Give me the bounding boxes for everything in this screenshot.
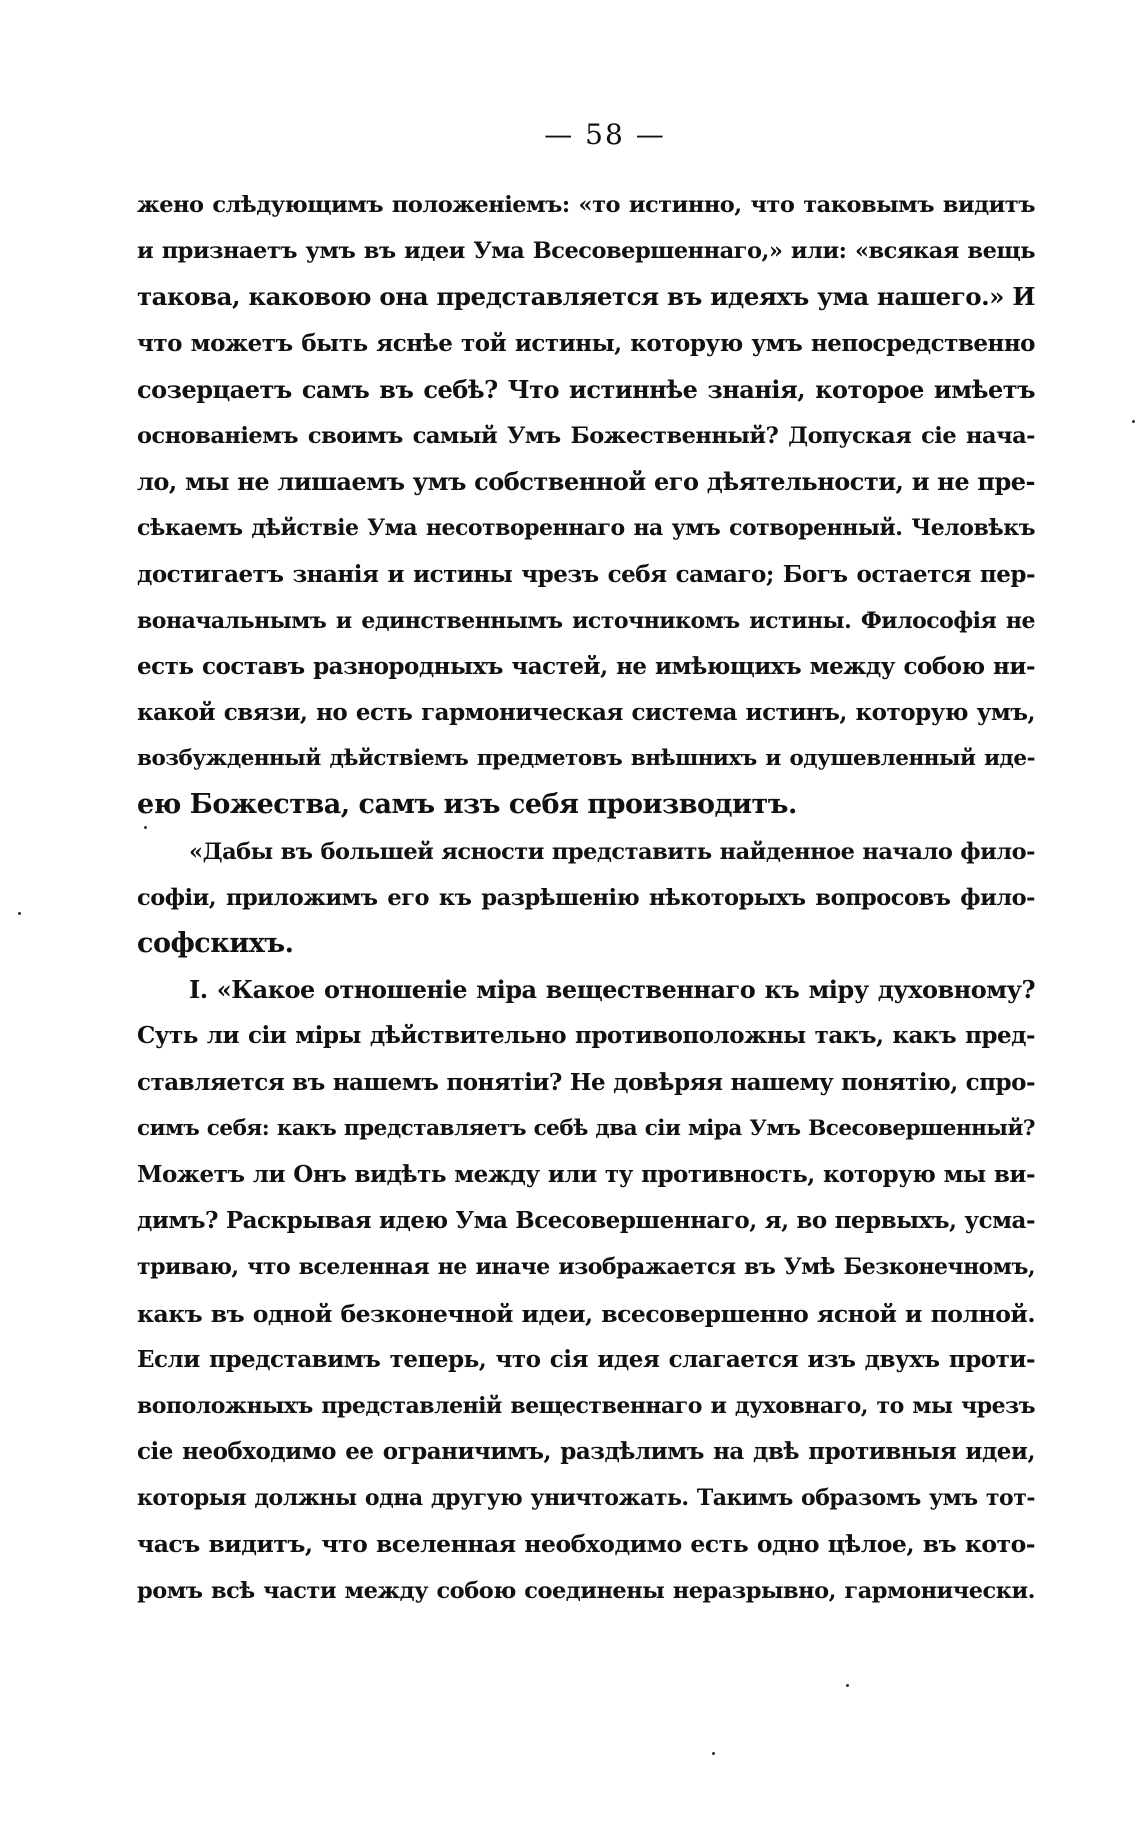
text-line: какой связи, но есть гармоническая система истинъ, которую умъ,: [137, 699, 1035, 727]
scan-speck: [712, 1752, 715, 1755]
text-line: воначальнымъ и единственнымъ источникомъ истины. Философія не: [137, 607, 1035, 634]
text-line: такова, каковою она представляется въ идеяхъ ума нашего.» И: [137, 282, 1035, 312]
scan-speck: [846, 1684, 849, 1687]
scan-speck: [144, 826, 147, 829]
text-line: триваю, что вселенная не иначе изображается въ Умѣ Безконечномъ,: [137, 1254, 1035, 1281]
text-line: какъ въ одной безконечной идеи, всесовершенно ясной и полной.: [137, 1299, 1035, 1328]
text-line: воположныхъ представленій вещественнаго и духовнаго, то мы чрезъ: [137, 1392, 1035, 1419]
text-line: симъ себя: какъ представляетъ себѣ два сіи міра Умъ Всесовершенный?: [137, 1115, 1035, 1141]
text-line: софіи, приложимъ его къ разрѣшенію нѣкоторыхъ вопросовъ фило-: [137, 884, 1035, 911]
text-line: Суть ли сіи міры дѣйствительно противоположны такъ, какъ пред-: [137, 1022, 1035, 1050]
text-line: жено слѣдующимъ положеніемъ: «то истинно, что таковымъ видитъ: [137, 192, 1035, 218]
text-line: Если представимъ теперь, что сія идея слагается изъ двухъ проти-: [137, 1345, 1035, 1373]
text-line: ромъ всѣ части между собою соединены неразрывно, гармонически.: [137, 1577, 1035, 1604]
text-line: I. «Какое отношеніе міра вещественнаго къ міру духовному?: [189, 975, 1035, 1005]
text-line: что можетъ быть яснѣе той истины, которую умъ непосредственно: [137, 329, 1035, 357]
text-line: сѣкаемъ дѣйствіе Ума несотвореннаго на умъ сотворенный. Человѣкъ: [137, 515, 1035, 542]
text-line: которыя должны одна другую уничтожать. Такимъ образомъ умъ тот-: [137, 1485, 1035, 1512]
text-line: «Дабы въ большей ясности представить найденное начало фило-: [189, 838, 1035, 865]
text-line: основаніемъ своимъ самый Умъ Божественный? Допуская сіе нача-: [137, 422, 1035, 449]
text-line: часъ видитъ, что вселенная необходимо есть одно цѣлое, въ кото-: [137, 1530, 1035, 1559]
body-text: [137, 182, 1035, 1614]
text-line: созерцаетъ самъ въ себѣ? Что истиннѣе знанія, которое имѣетъ: [137, 374, 1035, 404]
text-line: достигаетъ знанія и истины чрезъ себя самаго; Богъ остается пер-: [137, 560, 1035, 588]
text-line: и признаетъ умъ въ идеи Ума Всесовершеннаго,» или: «всякая вещь: [137, 238, 1035, 265]
scan-speck: [18, 912, 21, 915]
text-line: есть составъ разнородныхъ частей, не имѣющихъ между собою ни-: [137, 652, 1035, 680]
text-line: сіе необходимо ее ограничимъ, раздѣлимъ на двѣ противныя идеи,: [137, 1438, 1035, 1466]
page-number: — 58 —: [544, 118, 666, 151]
text-line: ею Божества, самъ изъ себя производитъ.: [137, 789, 797, 821]
text-line: возбужденный дѣйствіемъ предметовъ внѣшнихъ и одушевленный иде-: [137, 746, 1035, 772]
text-line: димъ? Раскрывая идею Ума Всесовершеннаго, я, во первыхъ, усма-: [137, 1207, 1035, 1235]
scan-speck: [1132, 420, 1135, 423]
text-line: софскихъ.: [137, 928, 294, 959]
text-line: ло, мы не лишаемъ умъ собственной его дѣятельности, и не пре-: [137, 467, 1035, 497]
text-line: ставляется въ нашемъ понятіи? Не довѣряя нашему понятію, спро-: [137, 1068, 1035, 1096]
text-line: Можетъ ли Онъ видѣть между или ту противность, которую мы ви-: [137, 1160, 1035, 1188]
